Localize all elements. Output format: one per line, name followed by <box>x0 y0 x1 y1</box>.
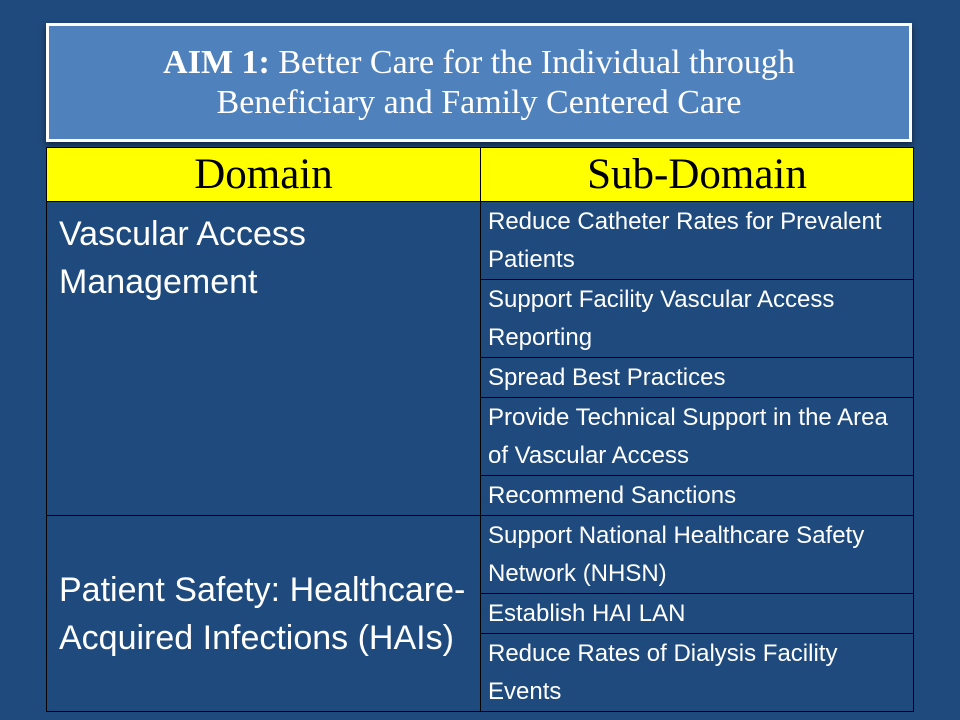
sub-domain-cell: Establish HAI LAN <box>481 594 914 634</box>
title-line-1 <box>163 43 795 83</box>
sub-domain-cell: Reduce Catheter Rates for Prevalent Patients <box>481 202 914 280</box>
sub-domain-cell: Provide Technical Support in the Area of Vascular Access <box>481 398 914 476</box>
slide-title <box>46 23 912 142</box>
sub-domain-cell: Spread Best Practices <box>481 358 914 398</box>
domain-patient-safety: Patient Safety: Healthcare-Acquired Infections (HAIs) <box>47 516 481 712</box>
title-line-2: Beneficiary and Family Centered Care <box>216 83 742 121</box>
header-row <box>47 148 914 202</box>
aim-label: AIM 1: <box>163 43 270 81</box>
sub-domain-cell: Recommend Sanctions <box>481 476 914 516</box>
sub-domain-cell: Support National Healthcare Safety Network (NHSN) <box>481 516 914 594</box>
domain-table <box>46 147 914 712</box>
header-sub-domain: Sub-Domain <box>481 148 914 202</box>
table-row <box>47 202 914 280</box>
title-text-1: Better Care for the Individual through <box>269 43 795 81</box>
sub-domain-cell: Reduce Rates of Dialysis Facility Events <box>481 634 914 712</box>
sub-domain-cell: Support Facility Vascular Access Reporting <box>481 280 914 358</box>
domain-vascular-access: Vascular Access Management <box>47 202 481 516</box>
header-domain: Domain <box>47 148 481 202</box>
table-row <box>47 516 914 594</box>
